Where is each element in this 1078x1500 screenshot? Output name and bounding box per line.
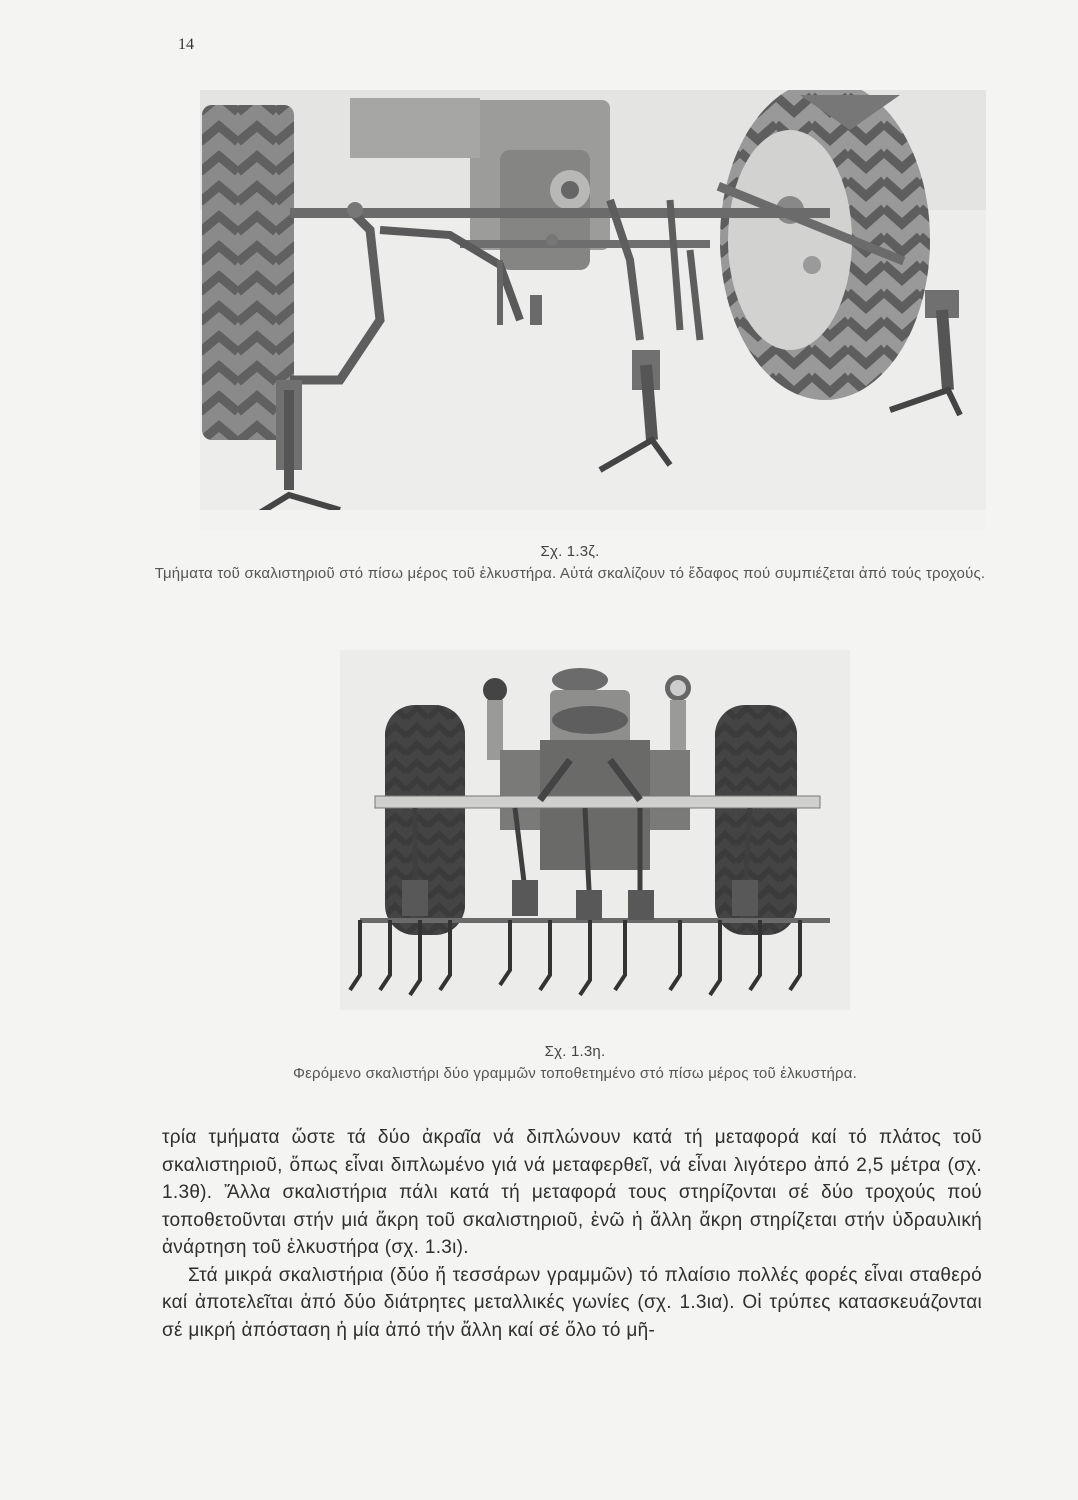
body-paragraph-2: Στά μικρά σκαλιστήρια (δύο ἤ τεσσάρων γραμμῶν) τό πλαίσιο πολλές φορές εἶναι σταθερό καί ἀποτελεῖται ἀπό δύο διάτρητες μεταλλικές γωνίες (σχ. 1.3ια). Οἱ τρύπες κατασκευάζονται σέ μικρή ἀπόσταση ἡ μία ἀπό τήν ἄλλη καί σέ ὅλο τό μῆ- xyxy=(162,1264,982,1341)
two-row-cultivator-illustration xyxy=(340,650,850,1010)
body-paragraph-1: τρία τμήματα ὥστε τά δύο ἀκραῖα νά διπλώνουν κατά τή μεταφορά καί τό πλάτος τοῦ σκαλιστηριοῦ, ὅπως εἶναι διπλωμένο γιά νά μεταφερθεῖ, νά εἶναι λιγότερο ἀπό 2,5 μέτρα (σχ. 1.3θ). Ἄλλα σκαλιστήρια πάλι κατά τή μεταφορά τους στηρίζονται σέ δύο τροχούς πού τοποθετοῦνται στήν μιά ἄκρη τοῦ σκαλιστηριοῦ, ἐνῶ ἡ ἄλλη ἄκρη στηρίζεται στήν ὑδραυλική ἀνάρτηση τοῦ ἑλκυστήρα (σχ. 1.3ι). xyxy=(162,1127,982,1258)
figure-cultivator-rear-closeup xyxy=(200,90,986,530)
figure-caption-text-1: Τμήματα τοῦ σκαλιστηριοῦ στό πίσω μέρος τοῦ ἑλκυστήρα. Αὐτά σκαλίζουν τό ἔδαφος πού συμπιέζεται ἀπό τούς τροχούς. xyxy=(154,565,986,582)
figure-two-row-cultivator xyxy=(340,650,850,1010)
figure-caption-1 xyxy=(150,541,990,585)
cultivator-rear-closeup-illustration xyxy=(200,90,986,530)
page-number: 14 xyxy=(178,36,194,53)
body-text xyxy=(162,1124,982,1344)
figure-caption-2 xyxy=(150,1041,1000,1085)
figure-label-2: Σχ. 1.3η. xyxy=(544,1043,606,1060)
figure-caption-text-2: Φερόμενο σκαλιστήρι δύο γραμμῶν τοποθετημένο στό πίσω μέρος τοῦ ἑλκυστήρα. xyxy=(292,1065,858,1082)
figure-label-1: Σχ. 1.3ζ. xyxy=(540,543,600,560)
